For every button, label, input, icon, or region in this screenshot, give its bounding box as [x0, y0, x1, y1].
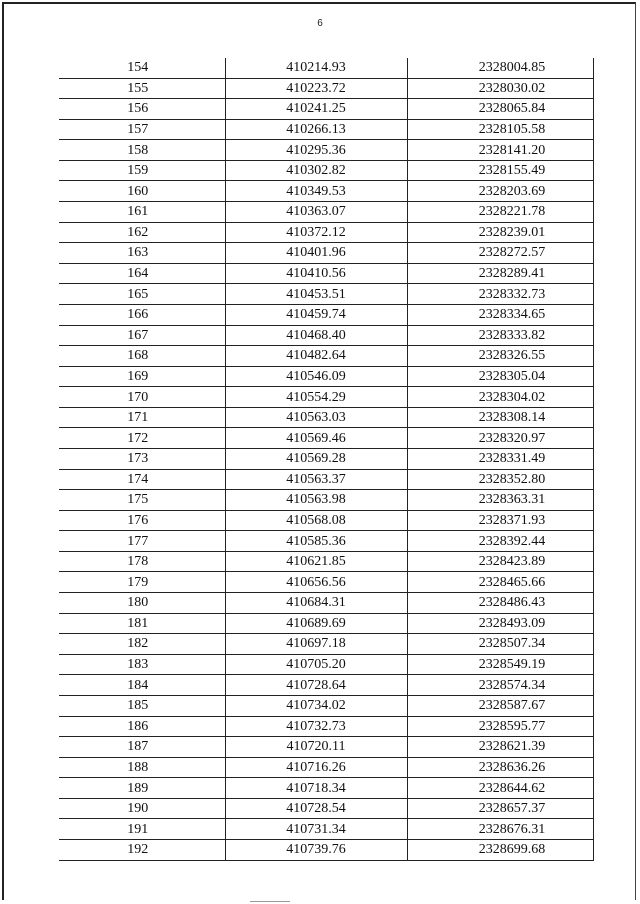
y-coordinate-cell: 2328595.77 — [407, 716, 593, 737]
table-row — [59, 222, 593, 243]
table-row — [59, 593, 593, 614]
point-number-cell: 156 — [59, 99, 225, 120]
y-coordinate-cell: 2328105.58 — [407, 119, 593, 140]
point-number-cell: 171 — [59, 407, 225, 428]
y-coordinate-cell: 2328331.49 — [407, 448, 593, 469]
x-coordinate-cell: 410689.69 — [225, 613, 407, 634]
table-row — [59, 490, 593, 511]
table-row — [59, 634, 593, 655]
x-coordinate-cell: 410554.29 — [225, 387, 407, 408]
y-coordinate-cell: 2328326.55 — [407, 346, 593, 367]
x-coordinate-cell: 410585.36 — [225, 531, 407, 552]
y-coordinate-cell: 2328305.04 — [407, 366, 593, 387]
table-row — [59, 551, 593, 572]
table-row — [59, 778, 593, 799]
table-row — [59, 428, 593, 449]
table-row — [59, 716, 593, 737]
y-coordinate-cell: 2328289.41 — [407, 263, 593, 284]
table-row — [59, 78, 593, 99]
table-row — [59, 119, 593, 140]
point-number-cell: 167 — [59, 325, 225, 346]
table-row — [59, 263, 593, 284]
coordinate-table-body — [59, 58, 593, 860]
point-number-cell: 174 — [59, 469, 225, 490]
table-row — [59, 140, 593, 161]
table-row — [59, 531, 593, 552]
x-coordinate-cell: 410568.08 — [225, 510, 407, 531]
y-coordinate-cell: 2328320.97 — [407, 428, 593, 449]
y-coordinate-cell: 2328371.93 — [407, 510, 593, 531]
table-row — [59, 469, 593, 490]
y-coordinate-cell: 2328332.73 — [407, 284, 593, 305]
y-coordinate-cell: 2328030.02 — [407, 78, 593, 99]
point-number-cell: 161 — [59, 202, 225, 223]
y-coordinate-cell: 2328493.09 — [407, 613, 593, 634]
x-coordinate-cell: 410482.64 — [225, 346, 407, 367]
x-coordinate-cell: 410546.09 — [225, 366, 407, 387]
y-coordinate-cell: 2328221.78 — [407, 202, 593, 223]
x-coordinate-cell: 410363.07 — [225, 202, 407, 223]
x-coordinate-cell: 410569.46 — [225, 428, 407, 449]
page-number: 6 — [317, 18, 323, 29]
x-coordinate-cell: 410563.37 — [225, 469, 407, 490]
y-coordinate-cell: 2328636.26 — [407, 757, 593, 778]
x-coordinate-cell: 410349.53 — [225, 181, 407, 202]
point-number-cell: 158 — [59, 140, 225, 161]
point-number-cell: 178 — [59, 551, 225, 572]
x-coordinate-cell: 410621.85 — [225, 551, 407, 572]
table-row — [59, 510, 593, 531]
point-number-cell: 177 — [59, 531, 225, 552]
x-coordinate-cell: 410410.56 — [225, 263, 407, 284]
x-coordinate-cell: 410684.31 — [225, 593, 407, 614]
table-row — [59, 387, 593, 408]
point-number-cell: 181 — [59, 613, 225, 634]
point-number-cell: 184 — [59, 675, 225, 696]
table-row — [59, 757, 593, 778]
x-coordinate-cell: 410569.28 — [225, 448, 407, 469]
x-coordinate-cell: 410459.74 — [225, 304, 407, 325]
table-row — [59, 325, 593, 346]
point-number-cell: 192 — [59, 839, 225, 860]
table-row — [59, 58, 593, 78]
y-coordinate-cell: 2328423.89 — [407, 551, 593, 572]
table-row — [59, 284, 593, 305]
x-coordinate-cell: 410728.54 — [225, 798, 407, 819]
table-row — [59, 366, 593, 387]
x-coordinate-cell: 410302.82 — [225, 160, 407, 181]
point-number-cell: 163 — [59, 243, 225, 264]
table-row — [59, 613, 593, 634]
point-number-cell: 165 — [59, 284, 225, 305]
point-number-cell: 182 — [59, 634, 225, 655]
y-coordinate-cell: 2328392.44 — [407, 531, 593, 552]
x-coordinate-cell: 410372.12 — [225, 222, 407, 243]
point-number-cell: 159 — [59, 160, 225, 181]
y-coordinate-cell: 2328657.37 — [407, 798, 593, 819]
y-coordinate-cell: 2328065.84 — [407, 99, 593, 120]
y-coordinate-cell: 2328203.69 — [407, 181, 593, 202]
x-coordinate-cell: 410716.26 — [225, 757, 407, 778]
y-coordinate-cell: 2328587.67 — [407, 695, 593, 716]
y-coordinate-cell: 2328574.34 — [407, 675, 593, 696]
bottom-scan-mark — [250, 901, 290, 902]
y-coordinate-cell: 2328676.31 — [407, 819, 593, 840]
y-coordinate-cell: 2328352.80 — [407, 469, 593, 490]
point-number-cell: 183 — [59, 654, 225, 675]
y-coordinate-cell: 2328272.57 — [407, 243, 593, 264]
point-number-cell: 160 — [59, 181, 225, 202]
table-row — [59, 99, 593, 120]
x-coordinate-cell: 410223.72 — [225, 78, 407, 99]
table-row — [59, 407, 593, 428]
table-row — [59, 737, 593, 758]
point-number-cell: 185 — [59, 695, 225, 716]
y-coordinate-cell: 2328621.39 — [407, 737, 593, 758]
x-coordinate-cell: 410295.36 — [225, 140, 407, 161]
y-coordinate-cell: 2328699.68 — [407, 839, 593, 860]
x-coordinate-cell: 410241.25 — [225, 99, 407, 120]
x-coordinate-cell: 410563.03 — [225, 407, 407, 428]
table-row — [59, 181, 593, 202]
point-number-cell: 162 — [59, 222, 225, 243]
x-coordinate-cell: 410731.34 — [225, 819, 407, 840]
x-coordinate-cell: 410214.93 — [225, 58, 407, 78]
x-coordinate-cell: 410728.64 — [225, 675, 407, 696]
y-coordinate-cell: 2328363.31 — [407, 490, 593, 511]
y-coordinate-cell: 2328304.02 — [407, 387, 593, 408]
point-number-cell: 175 — [59, 490, 225, 511]
point-number-cell: 187 — [59, 737, 225, 758]
x-coordinate-cell: 410720.11 — [225, 737, 407, 758]
point-number-cell: 154 — [59, 58, 225, 78]
table-row — [59, 675, 593, 696]
x-coordinate-cell: 410266.13 — [225, 119, 407, 140]
x-coordinate-cell: 410739.76 — [225, 839, 407, 860]
x-coordinate-cell: 410697.18 — [225, 634, 407, 655]
point-number-cell: 173 — [59, 448, 225, 469]
point-number-cell: 168 — [59, 346, 225, 367]
x-coordinate-cell: 410401.96 — [225, 243, 407, 264]
point-number-cell: 180 — [59, 593, 225, 614]
point-number-cell: 166 — [59, 304, 225, 325]
point-number-cell: 179 — [59, 572, 225, 593]
table-row — [59, 654, 593, 675]
y-coordinate-cell: 2328549.19 — [407, 654, 593, 675]
y-coordinate-cell: 2328155.49 — [407, 160, 593, 181]
table-row — [59, 243, 593, 264]
point-number-cell: 155 — [59, 78, 225, 99]
x-coordinate-cell: 410656.56 — [225, 572, 407, 593]
point-number-cell: 191 — [59, 819, 225, 840]
table-row — [59, 798, 593, 819]
point-number-cell: 190 — [59, 798, 225, 819]
coordinate-table — [59, 58, 594, 861]
table-row — [59, 304, 593, 325]
table-row — [59, 695, 593, 716]
table-row — [59, 346, 593, 367]
point-number-cell: 157 — [59, 119, 225, 140]
table-row — [59, 819, 593, 840]
table-row — [59, 572, 593, 593]
point-number-cell: 170 — [59, 387, 225, 408]
point-number-cell: 188 — [59, 757, 225, 778]
y-coordinate-cell: 2328239.01 — [407, 222, 593, 243]
point-number-cell: 186 — [59, 716, 225, 737]
x-coordinate-cell: 410563.98 — [225, 490, 407, 511]
point-number-cell: 169 — [59, 366, 225, 387]
y-coordinate-cell: 2328308.14 — [407, 407, 593, 428]
x-coordinate-cell: 410732.73 — [225, 716, 407, 737]
table-row — [59, 839, 593, 860]
x-coordinate-cell: 410705.20 — [225, 654, 407, 675]
y-coordinate-cell: 2328333.82 — [407, 325, 593, 346]
y-coordinate-cell: 2328644.62 — [407, 778, 593, 799]
y-coordinate-cell: 2328465.66 — [407, 572, 593, 593]
point-number-cell: 176 — [59, 510, 225, 531]
table-row — [59, 160, 593, 181]
point-number-cell: 189 — [59, 778, 225, 799]
y-coordinate-cell: 2328141.20 — [407, 140, 593, 161]
point-number-cell: 172 — [59, 428, 225, 449]
y-coordinate-cell: 2328486.43 — [407, 593, 593, 614]
y-coordinate-cell: 2328507.34 — [407, 634, 593, 655]
x-coordinate-cell: 410468.40 — [225, 325, 407, 346]
y-coordinate-cell: 2328334.65 — [407, 304, 593, 325]
point-number-cell: 164 — [59, 263, 225, 284]
y-coordinate-cell: 2328004.85 — [407, 58, 593, 78]
table-row — [59, 448, 593, 469]
x-coordinate-cell: 410453.51 — [225, 284, 407, 305]
table-row — [59, 202, 593, 223]
x-coordinate-cell: 410734.02 — [225, 695, 407, 716]
x-coordinate-cell: 410718.34 — [225, 778, 407, 799]
